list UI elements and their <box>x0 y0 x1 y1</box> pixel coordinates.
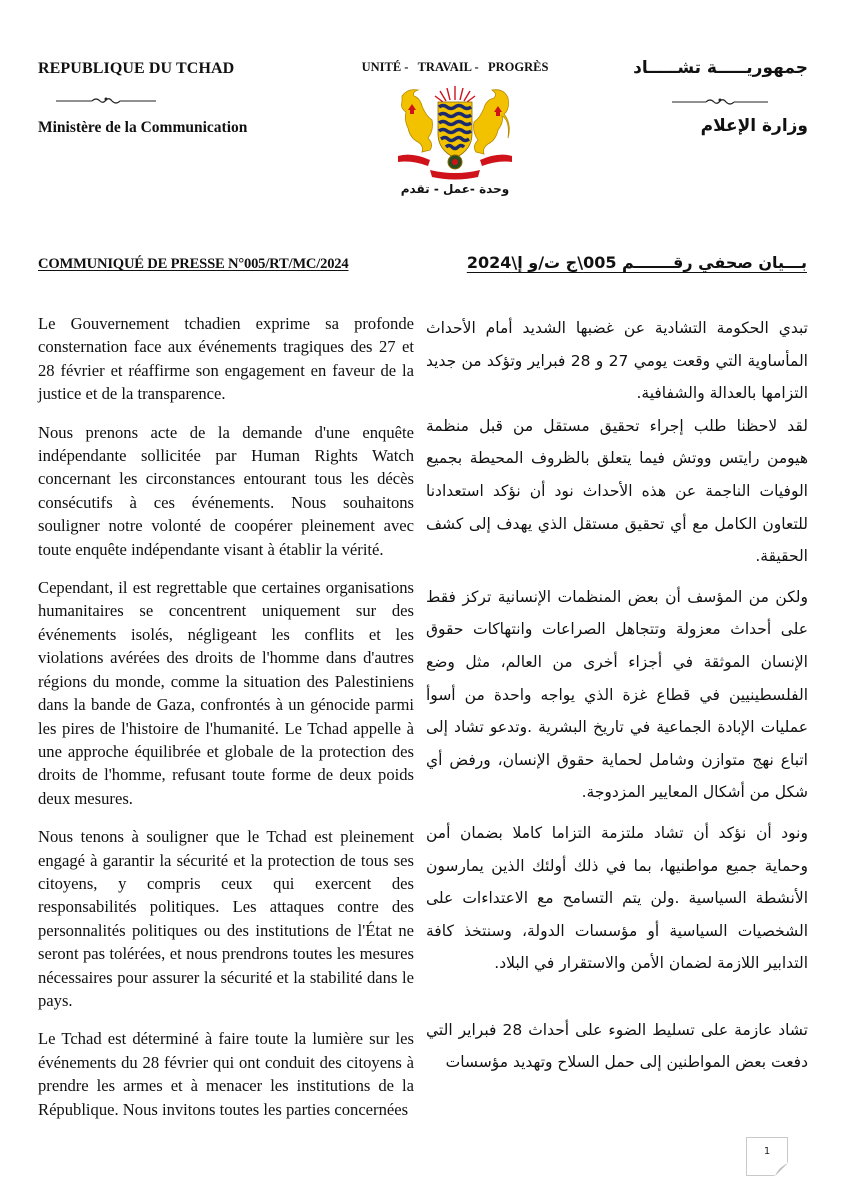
paragraph-ar: لقد لاحظنا طلب إجراء تحقيق مستقل من قبل منظمة هيومن رايتس ووتش فيما يتعلق بالظروف المحيطة بجميع الوفيات الناجمة عن هذه الأحداث نود أن نؤكد استعدادنا للتعاون الكامل مع أي تحقيق مستقل الذي يهدف إلى كشف الحقيقة. <box>426 416 808 566</box>
french-body <box>38 312 414 1136</box>
paragraph-fr: Cependant, il est regrettable que certaines organisations humanitaires se concentrent uniquement sur des événements isolés, négligeant les conflits et les violations avérées des droits de l'homme dans d'autres régions du monde, comme la situation des Palestiniens dans la bande de Gaza, confrontés à un génocide parmi les pires de l'histoire de l'humanité. Le Tchad appelle à une approche équilibrée et globale de la protection des droits de l'homme, refusant toute forme de deux poids deux mesures. <box>38 578 414 808</box>
header-center <box>335 60 575 196</box>
paragraph-fr: Nous tenons à souligner que le Tchad est pleinement engagé à garantir la sécurité et la protection de tous ses citoyens, y compris ceux qui exercent des responsabilités politiques. Les attaques contre des personnalités politiques ou des institutions de l'État ne seront pas tolérées, et nous prendrons toutes les mesures nécessaires pour assurer la sécurité et la stabilité dans le pays. <box>38 827 414 1010</box>
paragraph-ar: تبدي الحكومة التشادية عن غضبها الشديد أمام الأحداث المأساوية التي وقعت يومي 27 و 28 فبراير وتؤكد من جديد التزامها بالعدالة والشفافية. <box>426 319 808 403</box>
paragraph-ar: ونود أن نؤكد أن تشاد ملتزمة التزاما كاملا بضمان أمن وحماية جميع مواطنيها، بما في ذلك أولئك الذين يمارسون الأنشطة السياسية .ولن يتم التسامح مع الاعتداءات على الشخصيات السياسية أو مؤسسات الدولة، وسنتخذ كافة التدابير اللازمة لضمان الأمن والاستقرار في البلاد. <box>426 823 808 973</box>
paragraph-fr: Le Tchad est déterminé à faire toute la lumière sur les événements du 28 février qui ont conduit des citoyens à prendre les armes et à menacer les institutions de la République. Nous invitons toutes les parties concernées <box>38 1029 414 1119</box>
paragraph-fr: Nous prenons acte de la demande d'une enquête indépendante sollicitée par Human Rights Watch concernant les circonstances entourant tous les décès consécutifs à ces événements. Nous souhaitons souligner notre volonté de coopérer pleinement avec toute enquête indépendante visant à établir la vérité. <box>38 422 414 559</box>
coat-of-arms-icon <box>392 82 518 182</box>
header-left-fr <box>38 60 298 136</box>
press-release-title-fr: COMMUNIQUÉ DE PRESSE N°005/RT/MC/2024 <box>38 256 349 272</box>
arabic-body <box>426 312 808 1079</box>
ornament-divider-icon <box>672 96 768 108</box>
country-name-fr: REPUBLIQUE DU TCHAD <box>38 60 235 77</box>
page-curl-icon <box>774 1162 788 1176</box>
national-motto-fr: UNITÉ - TRAVAIL - PROGRÈS <box>361 60 549 74</box>
header-right-ar <box>568 58 808 136</box>
ministry-name-fr: Ministère de la Communication <box>38 119 248 136</box>
paragraph-fr: Le Gouvernement tchadien exprime sa profonde consternation face aux événements tragiques des 27 et 28 février et réaffirme son engagement en faveur de la justice et de la transparence. <box>38 314 414 404</box>
page-number: 1 <box>763 1146 771 1157</box>
country-name-ar: جمهوريـــــة تشـــــاد <box>633 58 808 78</box>
ornament-divider-icon <box>56 95 156 107</box>
ministry-name-ar: وزارة الإعلام <box>700 116 808 136</box>
paragraph-ar: ولكن من المؤسف أن بعض المنظمات الإنسانية تركز فقط على أحداث معزولة وتتجاهل الصراعات وانتهاكات حقوق الإنسان الموثقة في أجزاء أخرى من العالم، مثل وضع الفلسطينيين في قطاع غزة الذي يواجه واحدة من أسوأ عمليات الإبادة الجماعية في تاريخ البشرية .وتدعو تشاد إلى اتباع نهج متوازن وشامل لحماية حقوق الإنسان، ورفض أي شكل من أشكال المعايير المزدوجة. <box>426 587 808 802</box>
national-motto-ar: وحدة -عمل - تقدم <box>400 182 510 196</box>
paragraph-ar: تشاد عازمة على تسليط الضوء على أحداث 28 فبراير التي دفعت بعض المواطنين إلى حمل السلاح وتهديد مؤسسات <box>426 1020 808 1072</box>
press-release-title-ar: بـــيان صحفي رقـــــــم 005\ج ت/و إ\2024 <box>466 253 807 272</box>
page-number-box <box>746 1137 788 1176</box>
